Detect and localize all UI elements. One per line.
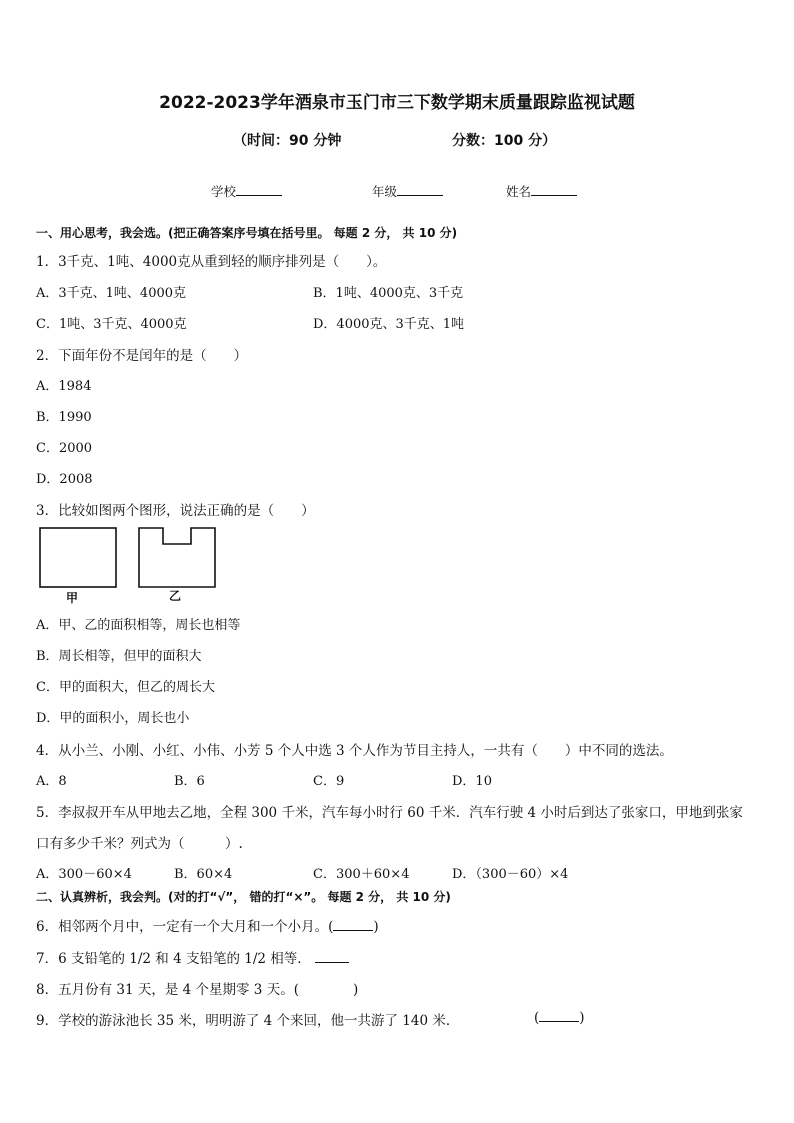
q9-stem: 9．学校的游泳池长 35 米，明明游了 4 个来回，他一共游了 140 米． xyxy=(36,1013,460,1029)
section2-heading: 二、认真辨析，我会判。(对的打“√”， 错的打“×”。 每题 2 分， 共 10 分) xyxy=(36,890,451,904)
name-label: 姓名 xyxy=(506,184,532,199)
figure-label-jia: 甲 xyxy=(66,591,79,605)
figure-yi-notched-shape xyxy=(139,528,215,587)
q4-option-c[interactable]: C．9 xyxy=(313,774,345,789)
q2-option-a[interactable]: A．1984 xyxy=(36,379,92,394)
exam-time: （时间：90 分钟 xyxy=(233,133,342,149)
school-label: 学校 xyxy=(211,184,237,199)
q3-stem: 3．比较如图两个图形，说法正确的是（ ） xyxy=(36,503,315,519)
q1-option-b[interactable]: B．1吨、4000克、3千克 xyxy=(313,286,464,301)
q3-option-b[interactable]: B．周长相等，但甲的面积大 xyxy=(36,649,202,664)
q3-option-d[interactable]: D．甲的面积小，周长也小 xyxy=(36,711,190,726)
q9-paren-open: ( xyxy=(534,1010,540,1026)
q4-option-d[interactable]: D．10 xyxy=(452,774,492,789)
q7-stem: 7．6 支铅笔的 1/2 和 4 支铅笔的 1/2 相等． xyxy=(36,951,311,967)
q5-option-b[interactable]: B．60×4 xyxy=(174,867,233,882)
q7-row xyxy=(36,947,349,967)
q4-stem: 4．从小兰、小刚、小红、小伟、小芳 5 个人中选 3 个人作为节目主持人，一共有（ ）中不同的选法。 xyxy=(36,743,673,759)
q1-option-d[interactable]: D．4000克、3千克、1吨 xyxy=(313,317,465,332)
q6-row xyxy=(36,915,379,935)
q8-stem: 8．五月份有 31 天，是 4 个星期零 3 天。( ) xyxy=(36,982,359,998)
grade-label: 年级 xyxy=(372,184,398,199)
q2-option-d[interactable]: D．2008 xyxy=(36,472,93,487)
page-title: 2022-2023学年酒泉市玉门市三下数学期末质量跟踪监视试题 xyxy=(159,93,635,113)
q5-option-d[interactable]: D．（300－60）×4 xyxy=(452,867,569,882)
grade-field[interactable] xyxy=(372,182,443,200)
q1-option-c[interactable]: C．1吨、3千克、4000克 xyxy=(36,317,187,332)
q6-answer-blank[interactable] xyxy=(333,918,373,931)
q1-option-a[interactable]: A．3千克、1吨、4000克 xyxy=(36,286,187,301)
q5-stem-line1: 5．李叔叔开车从甲地去乙地，全程 300 千米，汽车每小时行 60 千米．汽车行驶 4 小时后到达了张家口，甲地到张家 xyxy=(36,805,743,821)
figure-jia-rectangle xyxy=(40,528,116,587)
q2-option-b[interactable]: B．1990 xyxy=(36,410,92,425)
q1-stem: 1．3千克、1吨、4000克从重到轻的顺序排列是（ ）。 xyxy=(36,254,387,270)
q6-stem: 6．相邻两个月中，一定有一个大月和一个小月。( xyxy=(36,919,334,935)
name-field[interactable] xyxy=(506,182,577,200)
q3-option-a[interactable]: A．甲、乙的面积相等，周长也相等 xyxy=(36,618,241,633)
q3-figure xyxy=(36,524,226,606)
exam-score: 分数：100 分） xyxy=(452,133,557,149)
figure-label-yi: 乙 xyxy=(169,589,182,603)
q2-stem: 2．下面年份不是闰年的是（ ） xyxy=(36,348,248,364)
q6-tail: ) xyxy=(373,919,379,935)
name-blank[interactable] xyxy=(531,183,577,196)
q5-stem-line2: 口有多少千米？列式为（ ）. xyxy=(36,836,243,852)
q5-option-a[interactable]: A．300－60×4 xyxy=(36,867,132,882)
q5-option-c[interactable]: C．300＋60×4 xyxy=(313,867,410,882)
q9-answer-blank[interactable] xyxy=(539,1009,579,1022)
q4-option-b[interactable]: B．6 xyxy=(174,774,205,789)
q9-paren-close: ) xyxy=(579,1010,585,1026)
section1-heading: 一、用心思考，我会选。(把正确答案序号填在括号里。 每题 2 分， 共 10 分) xyxy=(36,226,458,240)
grade-blank[interactable] xyxy=(397,183,443,196)
q3-option-c[interactable]: C．甲的面积大，但乙的周长大 xyxy=(36,680,215,695)
q9-answer xyxy=(534,1009,585,1026)
q2-option-c[interactable]: C．2000 xyxy=(36,441,93,456)
school-field[interactable] xyxy=(211,182,282,200)
school-blank[interactable] xyxy=(236,183,282,196)
q7-answer-blank[interactable] xyxy=(315,950,349,963)
q4-option-a[interactable]: A．8 xyxy=(36,774,67,789)
